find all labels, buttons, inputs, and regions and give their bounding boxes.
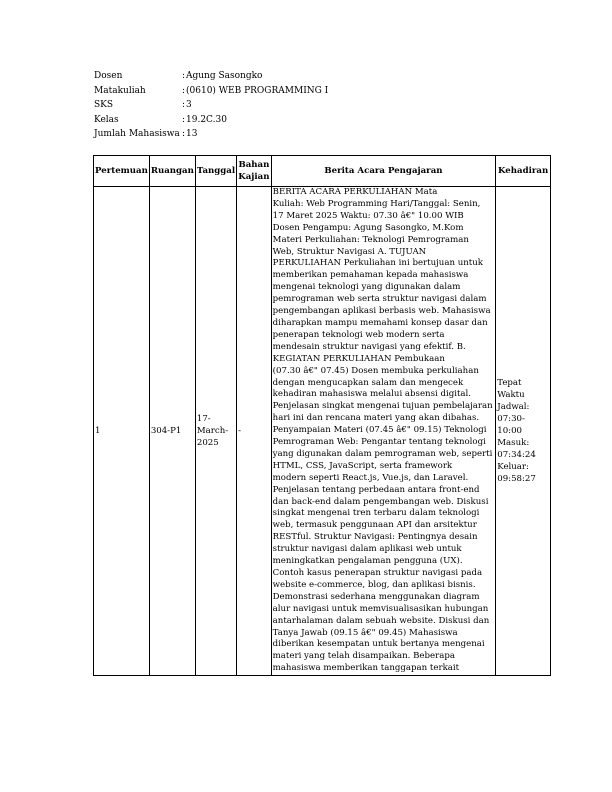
cell-tanggal bbox=[195, 187, 236, 676]
berita-line: hari ini dan rencana materi yang akan dibahas. bbox=[272, 413, 480, 424]
info-separator: : bbox=[182, 85, 186, 96]
info-row bbox=[94, 113, 328, 128]
berita-line: (07.30 â€" 07.45) Dosen membuka perkuliahan bbox=[272, 365, 479, 376]
berita-line: struktur navigasi dalam aplikasi web untuk bbox=[272, 544, 462, 555]
info-separator: : bbox=[182, 71, 186, 81]
info-value: 13 bbox=[186, 129, 198, 140]
kehadiran-line: Waktu bbox=[497, 390, 525, 401]
berita-line: materi yang telah disampaikan. Beberapa bbox=[272, 651, 455, 662]
berita-line: dan back-end dalam pengembangan web. Diskusi bbox=[272, 496, 489, 507]
berita-line: Materi Perkuliahan: Teknologi Pemrograman bbox=[272, 234, 469, 245]
berita-line: Penjelasan singkat mengenai tujuan pembelajaran bbox=[272, 401, 493, 412]
info-label: Jumlah Mahasiswa bbox=[94, 129, 180, 140]
berita-line: singkat mengenai tren terbaru dalam teknologi bbox=[272, 508, 480, 519]
info-label: Matakuliah bbox=[94, 85, 146, 96]
berita-line: diharapkan mampu memahami konsep dasar dan bbox=[272, 317, 488, 328]
info-value: Agung Sasongko bbox=[186, 71, 263, 81]
berita-line: Contoh kasus penerapan struktur navigasi pada bbox=[272, 568, 483, 578]
berita-line: Dosen Pengampu: Agung Sasongko, M.Kom bbox=[272, 222, 464, 233]
berita-line: memberikan pemahaman kepada mahasiswa bbox=[272, 270, 469, 281]
berita-line: Pemrograman Web: Pengantar tentang teknologi bbox=[272, 437, 486, 448]
berita-line: pemrograman web serta struktur navigasi dalam bbox=[272, 294, 487, 305]
kehadiran-line: 07:30- bbox=[497, 414, 525, 425]
berita-line: Kuliah: Web Programming Hari/Tanggal: Senin, bbox=[272, 198, 481, 209]
table-row bbox=[94, 187, 551, 676]
info-row bbox=[94, 69, 328, 84]
berita-line: penerapan teknologi web modern serta bbox=[272, 329, 445, 340]
info-row bbox=[94, 84, 328, 99]
info-row bbox=[94, 98, 328, 113]
berita-line: mendesain struktur navigasi yang efektif. B. bbox=[272, 341, 466, 352]
header-pertemuan: Pertemuan bbox=[94, 156, 150, 187]
header-kehadiran: Kehadiran bbox=[496, 156, 551, 187]
berita-line: meningkatkan pengalaman pengguna (UX). bbox=[272, 556, 463, 567]
berita-line: pengembangan aplikasi berbasis web. Mahasiswa bbox=[272, 306, 491, 317]
tanggal-line: March- bbox=[196, 426, 229, 437]
berita-line: mahasiswa memberikan tanggapan terkait bbox=[272, 663, 460, 674]
berita-acara-table bbox=[93, 155, 551, 676]
berita-line: yang digunakan dalam pemrograman web, seperti bbox=[272, 448, 493, 459]
berita-line: Web, Struktur Navigasi A. TUJUAN bbox=[272, 246, 427, 257]
info-separator: : bbox=[182, 114, 186, 125]
berita-line: Penjelasan tentang perbedaan antara front-end bbox=[272, 484, 480, 495]
berita-line: BERITA ACARA PERKULIAHAN Mata bbox=[272, 187, 438, 197]
cell-ruangan: 304-P1 bbox=[149, 187, 195, 676]
berita-line: 17 Maret 2025 Waktu: 07.30 â€" 10.00 WIB bbox=[272, 210, 464, 221]
berita-line: Tanya Jawab (09.15 â€" 09.45) Mahasiswa bbox=[272, 627, 458, 638]
course-info bbox=[94, 69, 328, 142]
header-ruangan: Ruangan bbox=[149, 156, 195, 187]
kehadiran-line: Masuk: bbox=[497, 438, 530, 449]
info-label: SKS bbox=[94, 100, 114, 111]
tanggal-line: 2025 bbox=[196, 438, 219, 449]
info-value: 3 bbox=[186, 100, 192, 111]
info-label: Kelas bbox=[94, 114, 119, 125]
info-value: (0610) WEB PROGRAMMING I bbox=[186, 85, 329, 96]
table-header-row bbox=[94, 156, 551, 187]
cell-bahan-kajian: - bbox=[237, 187, 272, 676]
berita-line: Penyampaian Materi (07.45 â€" 09.15) Teknologi bbox=[272, 425, 487, 436]
cell-pertemuan: 1 bbox=[94, 187, 150, 676]
info-label: Dosen bbox=[94, 71, 123, 81]
berita-line: HTML, CSS, JavaScript, serta framework bbox=[272, 460, 453, 471]
berita-line: modern seperti React.js, Vue.js, dan Laravel. bbox=[272, 472, 469, 483]
cell-berita-acara bbox=[271, 187, 496, 676]
kehadiran-line: Tepat bbox=[497, 378, 522, 389]
berita-line: kehadiran mahasiswa melalui absensi digital. bbox=[272, 389, 472, 400]
info-row bbox=[94, 127, 328, 142]
berita-line: web, termasuk penggunaan API dan arsitektur bbox=[272, 520, 477, 531]
berita-line: antarhalaman dalam sebuah website. Diskusi dan bbox=[272, 615, 490, 626]
berita-line: alur navigasi untuk memvisualisasikan hubungan bbox=[272, 603, 489, 614]
kehadiran-line: 10:00 bbox=[497, 426, 523, 437]
berita-line: diberikan kesempatan untuk bertanya mengenai bbox=[272, 639, 485, 650]
berita-line: Demonstrasi sederhana menggunakan diagram bbox=[272, 591, 480, 602]
header-berita-acara: Berita Acara Pengajaran bbox=[271, 156, 496, 187]
berita-line: PERKULIAHAN Perkuliahan ini bertujuan untuk bbox=[272, 258, 483, 269]
header-tanggal: Tanggal bbox=[195, 156, 236, 187]
info-value: 19.2C.30 bbox=[186, 114, 227, 125]
berita-line: mengenai teknologi yang digunakan dalam bbox=[272, 282, 461, 293]
header-bahan-kajian: Bahan Kajian bbox=[237, 156, 272, 187]
cell-kehadiran bbox=[496, 187, 551, 676]
berita-line: website e-commerce, blog, dan aplikasi bisnis. bbox=[272, 579, 476, 590]
berita-line: RESTful. Struktur Navigasi: Pentingnya desain bbox=[272, 532, 478, 543]
info-separator: : bbox=[182, 129, 186, 140]
tanggal-line: 17- bbox=[196, 414, 211, 425]
kehadiran-line: 09:58:27 bbox=[497, 474, 536, 485]
berita-line: dengan mengucapkan salam dan mengecek bbox=[272, 377, 464, 388]
kehadiran-line: Jadwal: bbox=[497, 402, 530, 413]
info-separator: : bbox=[182, 100, 186, 111]
berita-line: KEGIATAN PERKULIAHAN Pembukaan bbox=[272, 353, 445, 364]
kehadiran-line: Keluar: bbox=[497, 462, 529, 473]
kehadiran-line: 07:34:24 bbox=[497, 450, 536, 461]
